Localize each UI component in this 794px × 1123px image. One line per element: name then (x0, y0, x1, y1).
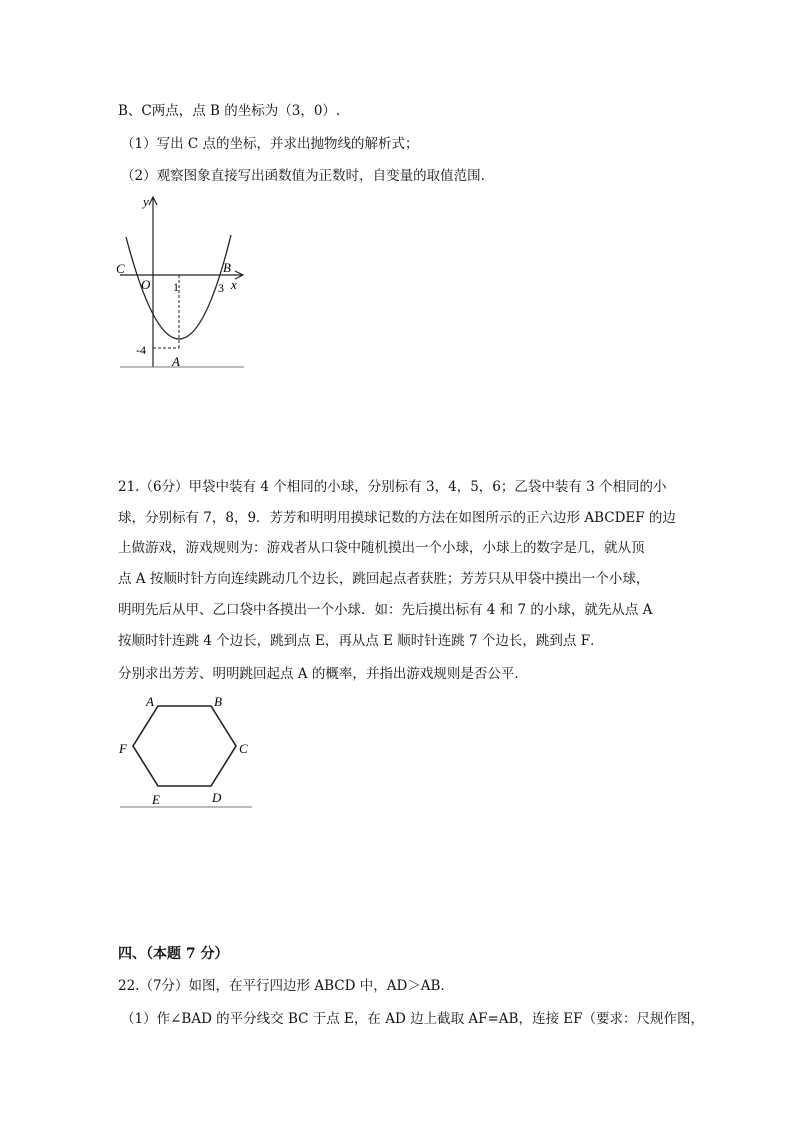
label-C: C (116, 261, 125, 276)
q21-line7: 分别求出芳芳、明明跳回起点 A 的概率，并指出游戏规则是否公平． (118, 666, 528, 682)
q21-line5: 明明先后从甲、乙口袋中各摸出一个小球．如：先后摸出标有 4 和 7 的小球，就先从点 A (118, 602, 653, 618)
q21-line3: 上做游戏，游戏规则为：游戏者从口袋中随机摸出一个小球，小球上的数字是几，就从顶 (118, 540, 645, 556)
vertex-label-A: A (146, 694, 154, 709)
q20-part1: （1）写出 C 点的坐标，并求出抛物线的解析式； (121, 136, 419, 152)
tick-neg4: -4 (136, 343, 146, 357)
vertex-label-E: E (152, 792, 160, 807)
tick-1: 1 (173, 280, 179, 294)
q21-line4: 点 A 按顺时针方向连续跳动几个边长，跳回起点者获胜；芳芳只从甲袋中摸出一个小球， (118, 571, 650, 587)
q22-line2: （1）作∠BAD 的平分线交 BC 于点 E，在 AD 边上截取 AF=AB，连接 EF（要求：尺规作图， (121, 1011, 704, 1027)
vertex-label-B: B (214, 694, 222, 709)
label-B: B (223, 260, 231, 275)
label-x: x (231, 277, 237, 292)
q20-part2: （2）观察图象直接写出函数值为正数时，自变量的取值范围. (121, 168, 485, 184)
q20-line1: B、C两点，点 B 的坐标为（3，0）. (118, 103, 341, 119)
label-O: O (141, 277, 151, 292)
q22-line1: 22.（7分）如图，在平行四边形 ABCD 中，AD＞AB． (118, 978, 454, 994)
label-y: y (143, 194, 149, 209)
label-A: A (172, 354, 180, 369)
hexagon-abcdef (133, 706, 236, 786)
hexagon-figure (112, 690, 257, 812)
q21-line1: 21.（6分）甲袋中装有 4 个相同的小球，分别标有 3，4，5，6；乙袋中装有 3 个相同的小 (118, 479, 667, 495)
section-heading: 四、（本题 7 分） (118, 946, 229, 962)
q21-line2: 球，分别标有 7，8，9．芳芳和明明用摸球记数的方法在如图所示的正六边形 ABCDEF 的边 (118, 510, 676, 526)
tick-3: 3 (218, 281, 224, 295)
q21-line6: 按顺时针连跳 4 个边长，跳到点 E，再从点 E 顺时针连跳 7 个边长，跳到点 F． (118, 633, 604, 649)
vertex-label-D: D (212, 790, 222, 805)
vertex-label-C: C (239, 741, 248, 756)
vertex-label-F: F (119, 741, 127, 756)
parabola-figure (112, 192, 252, 372)
